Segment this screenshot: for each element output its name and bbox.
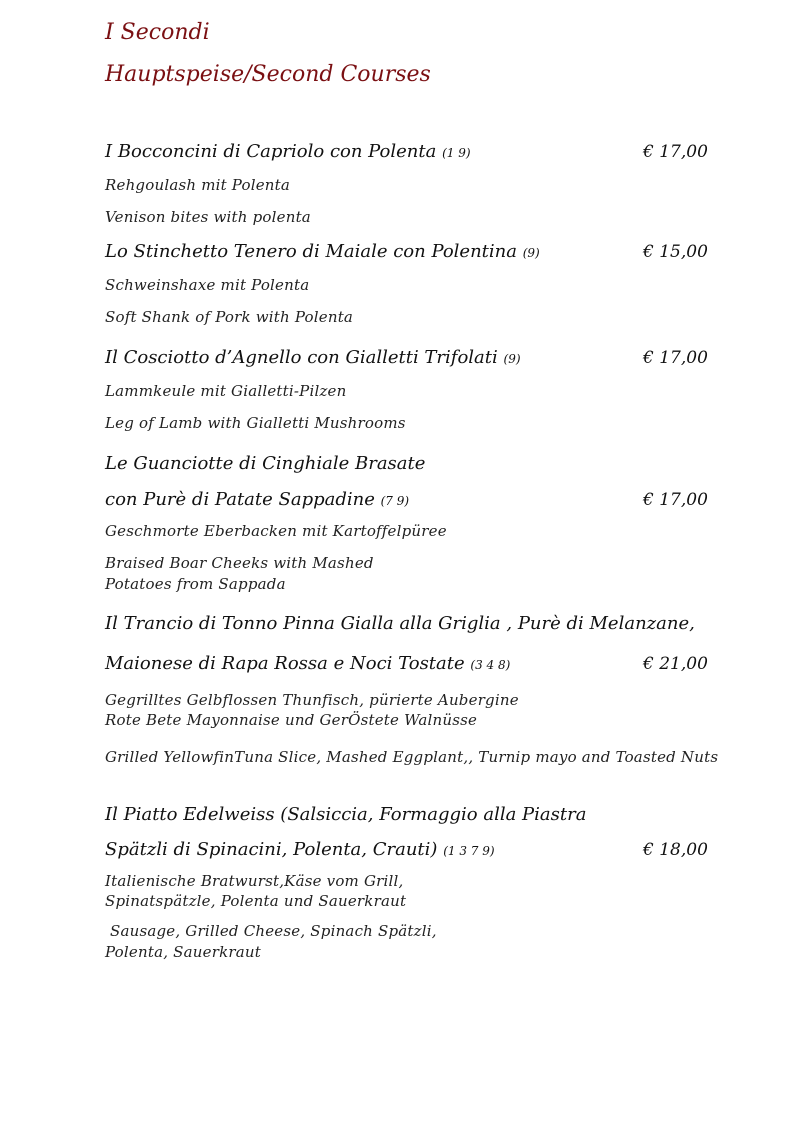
german-description-line2: Spinatspätzle, Polenta und Sauerkraut [105, 892, 407, 910]
dish-price: € 15,00 [643, 242, 708, 262]
dish-price: € 18,00 [643, 840, 708, 860]
allergen-codes: (3 4 8) [470, 658, 511, 672]
section-subtitle: Hauptspeise/Second Courses [105, 62, 431, 87]
english-description-line1: Sausage, Grilled Cheese, Spinach Spätzli, [105, 922, 437, 940]
dish-name-text: Il Cosciotto d’Agnello con Gialletti Trifolati [105, 347, 498, 368]
dish-name-line2 [105, 653, 510, 674]
allergen-codes: (1 3 7 9) [443, 844, 495, 858]
english-description-line2: Potatoes from Sappada [105, 575, 286, 593]
english-description-line2: Polenta, Sauerkraut [105, 943, 261, 961]
dish-name-text: con Purè di Patate Sappadine [105, 489, 375, 510]
dish-name-text: Spätzli di Spinacini, Polenta, Crauti) [105, 839, 438, 860]
dish-name-text: I Bocconcini di Capriolo con Polenta [105, 141, 437, 162]
dish-price: € 17,00 [643, 490, 708, 510]
english-description: Grilled YellowfinTuna Slice, Mashed Eggplant,, Turnip mayo and Toasted Nuts [105, 748, 719, 766]
dish-name [105, 241, 540, 262]
german-description: Lammkeule mit Gialletti-Pilzen [105, 382, 347, 400]
german-description-line2: Rote Bete Mayonnaise und GerÖstete Walnüsse [105, 711, 478, 729]
dish-price: € 17,00 [643, 142, 708, 162]
english-description-line1: Braised Boar Cheeks with Mashed [105, 554, 374, 572]
english-description: Venison bites with polenta [105, 208, 311, 226]
german-description: Schweinshaxe mit Polenta [105, 276, 310, 294]
german-description-line1: Gegrilltes Gelbflossen Thunfisch, pürierte Aubergine [105, 691, 519, 709]
dish-name-text: Maionese di Rapa Rossa e Noci Tostate [105, 653, 465, 674]
dish-name-line2 [105, 839, 495, 860]
allergen-codes: (1 9) [442, 146, 471, 160]
dish-name-line1: Le Guanciotte di Cinghiale Brasate [105, 453, 426, 474]
dish-name-line2 [105, 489, 409, 510]
german-description: Geschmorte Eberbacken mit Kartoffelpüree [105, 522, 447, 540]
allergen-codes: (9) [503, 352, 521, 366]
german-description: Rehgoulash mit Polenta [105, 176, 291, 194]
dish-name-line1: Il Trancio di Tonno Pinna Gialla alla Griglia , Purè di Melanzane, [105, 613, 695, 634]
section-title: I Secondi [105, 20, 210, 45]
allergen-codes: (9) [522, 246, 540, 260]
dish-price: € 17,00 [643, 348, 708, 368]
dish-name-text: Lo Stinchetto Tenero di Maiale con Polentina [105, 241, 517, 262]
english-description: Soft Shank of Pork with Polenta [105, 308, 354, 326]
english-description: Leg of Lamb with Gialletti Mushrooms [105, 414, 406, 432]
dish-price: € 21,00 [643, 654, 708, 674]
dish-name [105, 347, 521, 368]
german-description-line1: Italienische Bratwurst,Käse vom Grill, [105, 872, 404, 890]
dish-name [105, 141, 471, 162]
dish-name-line1: Il Piatto Edelweiss (Salsiccia, Formaggio alla Piastra [105, 804, 587, 825]
allergen-codes: (7 9) [380, 494, 410, 508]
